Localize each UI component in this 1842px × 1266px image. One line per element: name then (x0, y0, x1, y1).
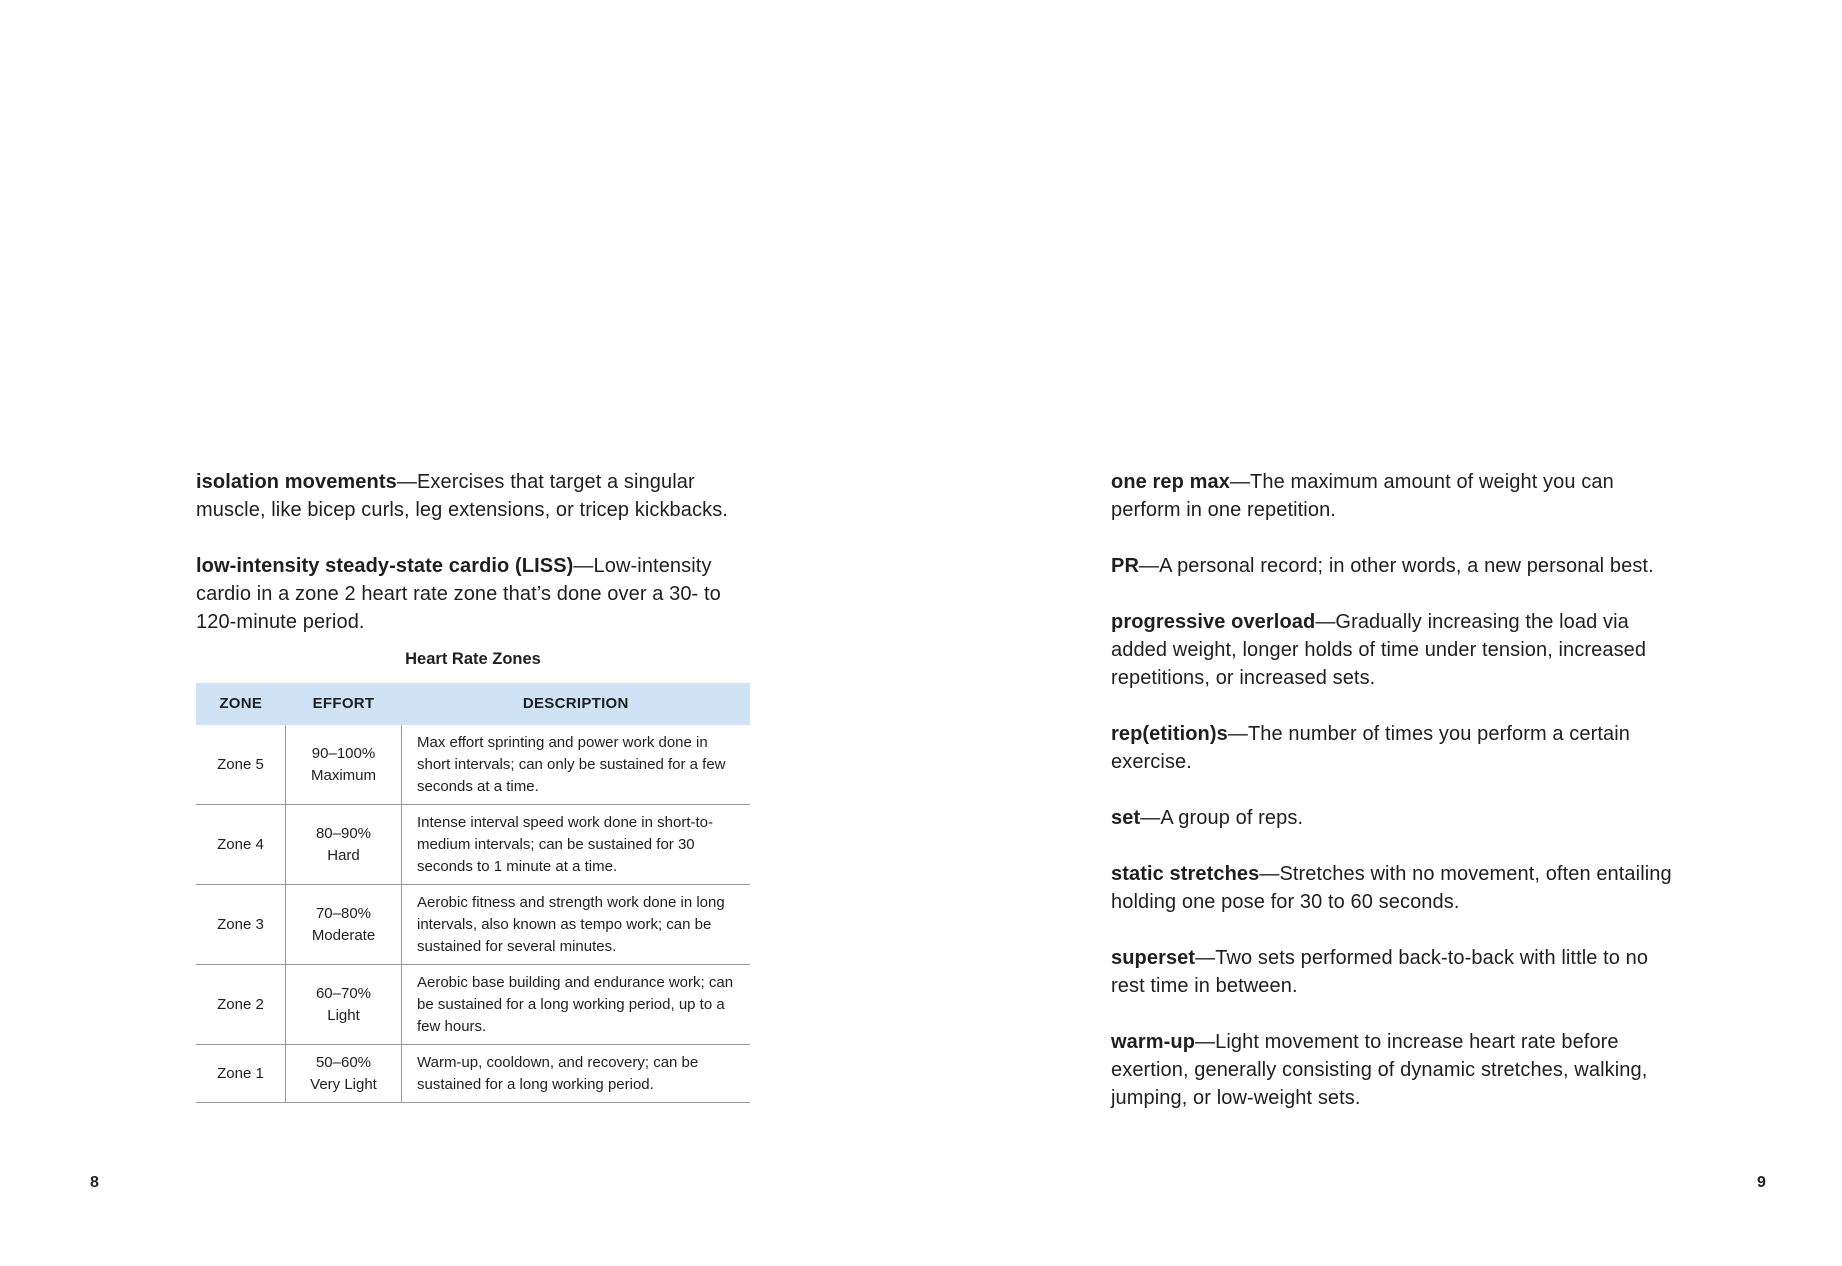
glossary-entry (1111, 608, 1681, 692)
effort-label: Maximum (310, 766, 376, 784)
effort-range: 90–100% (311, 744, 376, 762)
glossary-term: one rep max (1111, 471, 1230, 493)
left-column (196, 468, 756, 1103)
table-row (196, 1045, 750, 1103)
table-row (196, 885, 750, 965)
glossary-term: isolation movements (196, 471, 397, 493)
glossary-definition: —Light movement to increase heart rate before exertion, generally consisting of dynamic stretches, walking, jumping, or low-weight sets. (1111, 1031, 1648, 1109)
description-cell: Aerobic fitness and strength work done in long intervals, also known as tempo work; can be sustained for several minutes. (402, 885, 751, 965)
zone-cell: Zone 1 (196, 1045, 286, 1103)
effort-label: Hard (327, 846, 360, 864)
table-header-row (196, 683, 750, 725)
glossary-definition: —A personal record; in other words, a new personal best. (1138, 555, 1654, 577)
description-cell: Warm-up, cooldown, and recovery; can be sustained for a long working period. (402, 1045, 751, 1103)
zone-cell: Zone 2 (196, 965, 286, 1045)
effort-range: 50–60% (315, 1053, 372, 1071)
table-row (196, 805, 750, 885)
description-cell: Intense interval speed work done in short-to-medium intervals; can be sustained for 30 seconds to 1 minute at a time. (402, 805, 751, 885)
table-title: Heart Rate Zones (405, 650, 541, 668)
glossary-term: progressive overload (1111, 611, 1316, 633)
glossary-term: warm-up (1111, 1031, 1196, 1053)
glossary-entry (1111, 1028, 1681, 1112)
glossary-term: rep(etition)s (1111, 723, 1228, 745)
effort-cell (286, 1045, 402, 1103)
effort-range: 60–70% (315, 984, 372, 1002)
zone-cell: Zone 3 (196, 885, 286, 965)
glossary-entry (1111, 468, 1681, 524)
page-number: 8 (90, 1174, 99, 1191)
effort-cell (286, 725, 402, 805)
table-row (196, 725, 750, 805)
glossary-definition: —The number of times you perform a certain exercise. (1111, 723, 1630, 773)
table-row (196, 965, 750, 1045)
effort-label: Moderate (311, 926, 376, 944)
heart-rate-zones-table (196, 683, 750, 1103)
glossary-term: low-intensity steady-state cardio (LISS) (196, 555, 574, 577)
glossary-entry (1111, 944, 1681, 1000)
glossary-term: PR (1111, 555, 1139, 577)
glossary-definition: —Low-intensity cardio in a zone 2 heart rate zone that’s done over a 30- to 120-minute period. (196, 555, 721, 633)
right-column (1111, 468, 1681, 1140)
page-number: 9 (1757, 1174, 1766, 1191)
glossary-entry (1111, 720, 1681, 776)
effort-range: 70–80% (315, 904, 372, 922)
glossary-definition: —The maximum amount of weight you can perform in one repetition. (1111, 471, 1614, 521)
glossary-term: set (1111, 807, 1141, 829)
glossary-definition: —Gradually increasing the load via added weight, longer holds of time under tension, increased repetitions, or increased sets. (1111, 611, 1647, 689)
right-page (921, 0, 1842, 1266)
glossary-definition: —Exercises that target a singular muscle, like bicep curls, leg extensions, or tricep kickbacks. (196, 471, 728, 521)
glossary-definition: —Two sets performed back-to-back with little to no rest time in between. (1111, 947, 1649, 997)
zone-cell: Zone 5 (196, 725, 286, 805)
column-header-effort: EFFORT (286, 683, 402, 725)
glossary-term: static stretches (1111, 863, 1260, 885)
effort-cell (286, 965, 402, 1045)
glossary-entry (1111, 860, 1681, 916)
effort-range: 80–90% (315, 824, 372, 842)
glossary-term: superset (1111, 947, 1196, 969)
effort-cell (286, 805, 402, 885)
glossary-definition: —Stretches with no movement, often entailing holding one pose for 30 to 60 seconds. (1111, 863, 1672, 913)
glossary-entry (1111, 804, 1681, 832)
glossary-definition: —A group of reps. (1140, 807, 1304, 829)
effort-label: Very Light (310, 1075, 377, 1093)
glossary-entry (196, 468, 756, 524)
column-header-description: DESCRIPTION (402, 683, 751, 725)
glossary-entry (196, 552, 756, 636)
effort-label: Light (327, 1006, 360, 1024)
description-cell: Aerobic base building and endurance work; can be sustained for a long working period, up to a few hours. (402, 965, 751, 1045)
description-cell: Max effort sprinting and power work done in short intervals; can only be sustained for a few seconds at a time. (402, 725, 751, 805)
zone-cell: Zone 4 (196, 805, 286, 885)
effort-cell (286, 885, 402, 965)
glossary-entry (1111, 552, 1681, 580)
column-header-zone: ZONE (196, 683, 286, 725)
